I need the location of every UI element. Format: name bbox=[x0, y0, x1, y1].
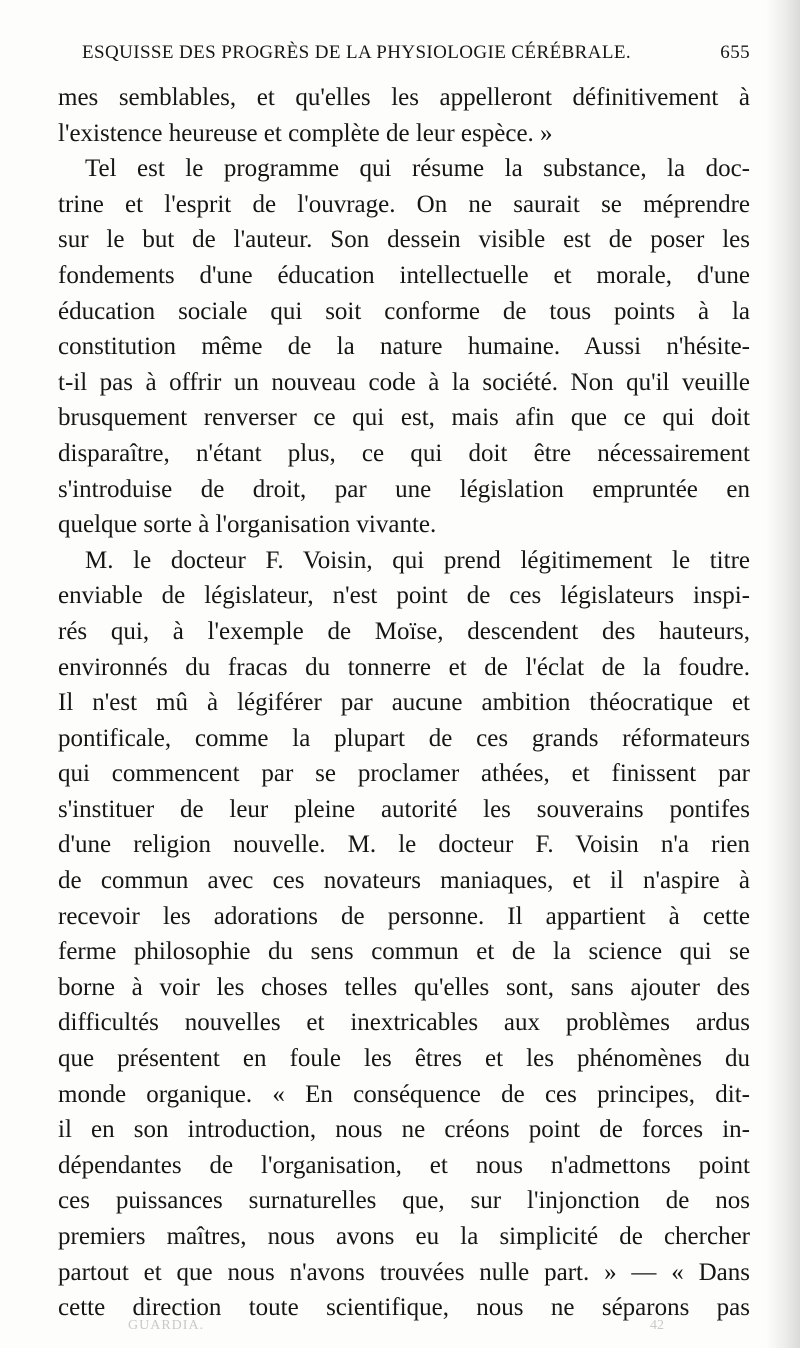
text-line: enviable de législateur, n'est point de ces législateurs inspi- bbox=[58, 582, 750, 610]
text-line: l'existence heureuse et complète de leur espèce. » bbox=[58, 119, 553, 147]
text-line: environnés du fracas du tonnerre et de l'éclat de la foudre. bbox=[58, 653, 750, 681]
text-line: s'introduise de droit, par une législation empruntée en bbox=[58, 475, 750, 503]
text-line: difficultés nouvelles et inextricables aux problèmes ardus bbox=[58, 1009, 750, 1037]
text-line: premiers maîtres, nous avons eu la simplicité de chercher bbox=[58, 1223, 750, 1250]
text-line: t-il pas à offrir un nouveau code à la société. Non qu'il veuille bbox=[58, 368, 750, 396]
running-title: ESQUISSE DES PROGRÈS DE LA PHYSIOLOGIE CÉRÉBRALE. bbox=[82, 42, 632, 63]
running-header bbox=[60, 42, 750, 72]
text-line: brusquement renverser ce qui est, mais afin que ce qui doit bbox=[58, 404, 750, 432]
text-line: rés qui, à l'exemple de Moïse, descendent des hauteurs, bbox=[58, 617, 750, 645]
text-line: il en son introduction, nous ne créons point de forces in- bbox=[58, 1116, 750, 1144]
page-edge-shadow bbox=[766, 0, 800, 1348]
text-line: qui commencent par se proclamer athées, et finissent par bbox=[58, 760, 750, 788]
text-line: cette direction toute scientifique, nous ne séparons pas bbox=[58, 1294, 750, 1322]
body-text bbox=[58, 80, 750, 1326]
text-line: dépendantes de l'organisation, et nous n'admettons point bbox=[58, 1151, 750, 1179]
text-line: recevoir les adorations de personne. Il appartient à cette bbox=[58, 902, 750, 930]
text-line: disparaître, n'étant plus, ce qui doit être nécessairement bbox=[58, 439, 750, 467]
text-line: que présentent en foule les êtres et les phénomènes du bbox=[58, 1045, 750, 1073]
page-number: 655 bbox=[720, 42, 750, 63]
text-line: borne à voir les choses telles qu'elles sont, sans ajouter des bbox=[58, 973, 750, 1001]
text-line: mes semblables, et qu'elles les appelleront définitivement à bbox=[58, 84, 750, 111]
text-line: Tel est le programme qui résume la substance, la doc- bbox=[85, 155, 750, 183]
text-line: constitution même de la nature humaine. Aussi n'hésite- bbox=[58, 333, 750, 361]
printer-signature: GUARDIA. bbox=[128, 1318, 205, 1333]
text-line: ferme philosophie du sens commun et de la science qui se bbox=[58, 938, 750, 966]
text-line: M. le docteur F. Voisin, qui prend légitimement le titre bbox=[85, 546, 750, 574]
text-line: Il n'est mû à légiférer par aucune ambition théocratique et bbox=[58, 689, 750, 717]
text-line: s'instituer de leur pleine autorité les souverains pontifes bbox=[58, 795, 750, 823]
sheet-number: 42 bbox=[650, 1318, 664, 1333]
text-line: de commun avec ces novateurs maniaques, et il n'aspire à bbox=[58, 867, 750, 895]
text-line: éducation sociale qui soit conforme de tous points à la bbox=[58, 297, 750, 325]
text-line: quelque sorte à l'organisation vivante. bbox=[58, 511, 437, 539]
text-line: ces puissances surnaturelles que, sur l'injonction de nos bbox=[58, 1187, 750, 1215]
text-line: pontificale, comme la plupart de ces grands réformateurs bbox=[58, 724, 750, 752]
text-line: monde organique. « En conséquence de ces principes, dit- bbox=[58, 1080, 750, 1108]
text-line: partout et que nous n'avons trouvées nulle part. » — « Dans bbox=[58, 1258, 750, 1286]
text-line: fondements d'une éducation intellectuelle et morale, d'une bbox=[58, 261, 750, 289]
text-line: d'une religion nouvelle. M. le docteur F. Voisin n'a rien bbox=[58, 831, 750, 859]
text-line: sur le but de l'auteur. Son dessein visible est de poser les bbox=[58, 226, 750, 254]
text-line: trine et l'esprit de l'ouvrage. On ne saurait se méprendre bbox=[58, 190, 750, 218]
